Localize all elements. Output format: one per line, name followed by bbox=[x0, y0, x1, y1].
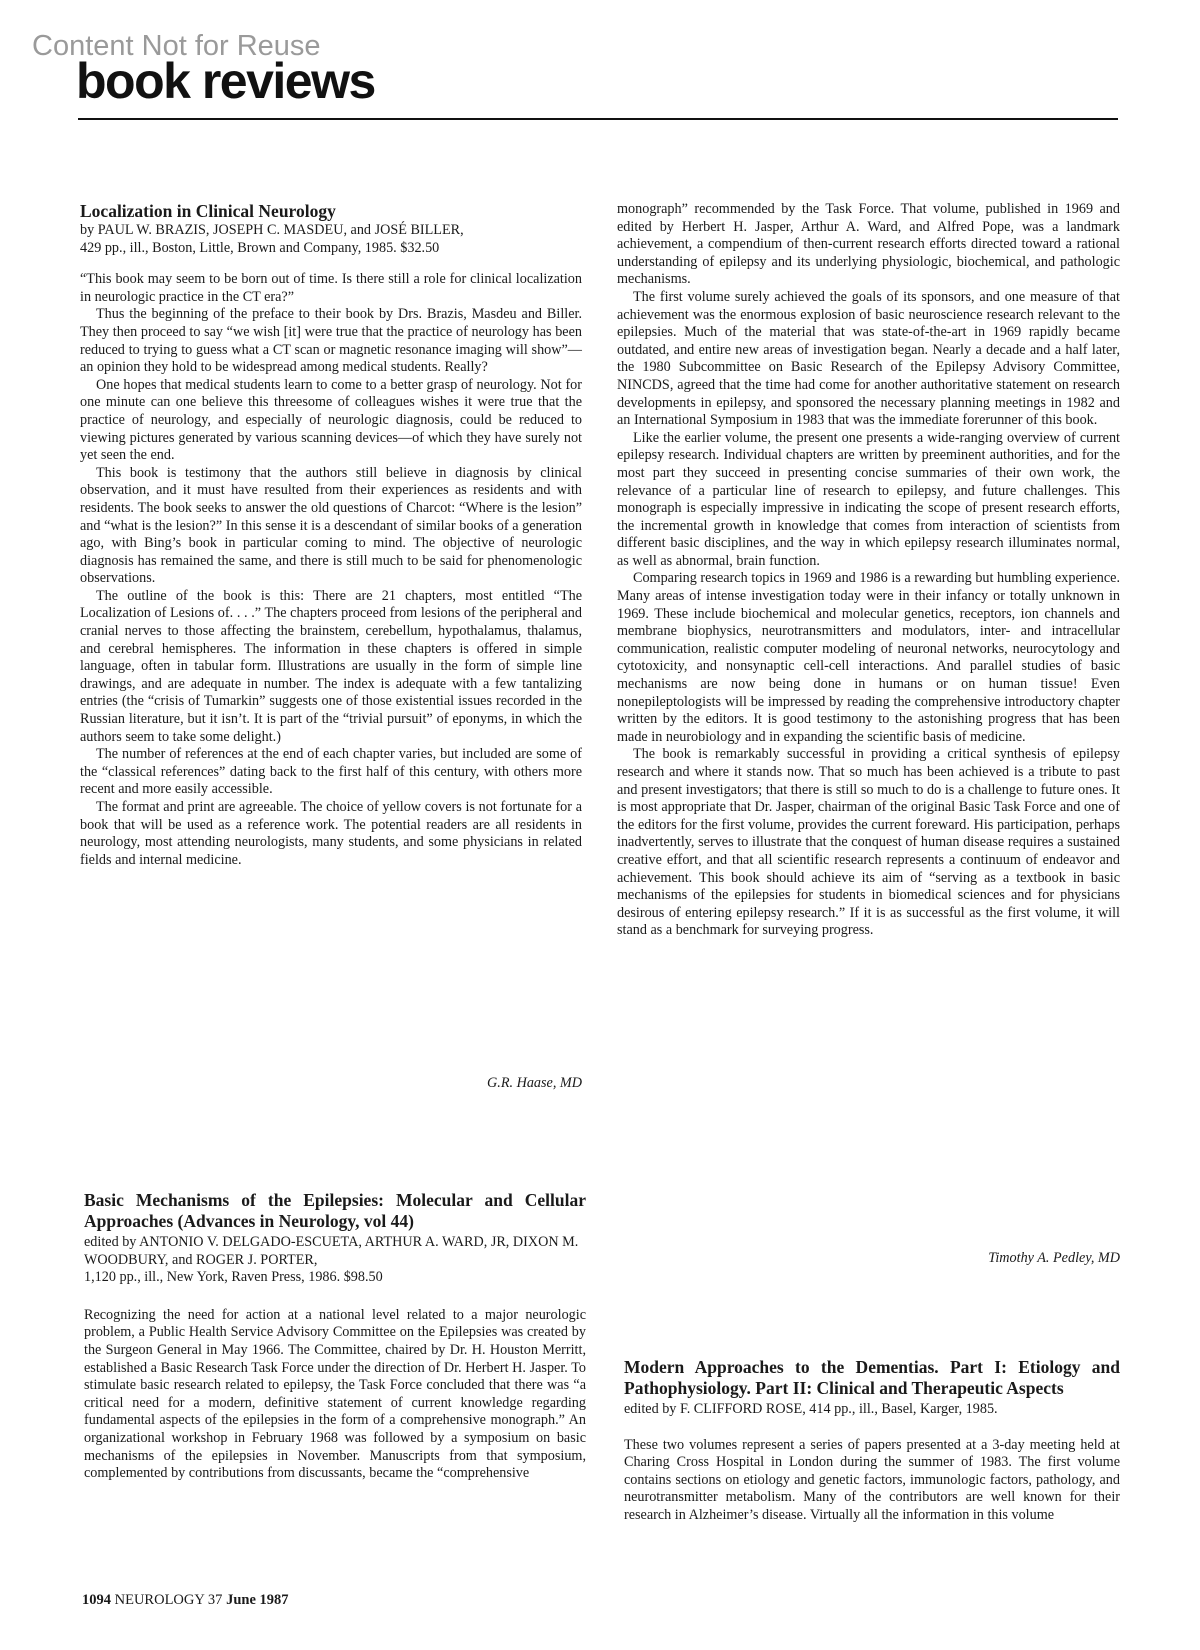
review-paragraph: These two volumes represent a series of papers presented at a 3-day meeting held at Charing Cross Hospital in London during the summer of 1983. The first volume contains sections on etiology and genetic factors, immunologic factors, pathology, and neurotransmitter metabolism. Many of the contributors are well known for their research in Alzheimer’s disease. Virtually all the information in this volume bbox=[624, 1436, 1120, 1523]
review-paragraph: One hopes that medical students learn to come to a better grasp of neurology. Not for one minute can one believe this threesome of colleagues wishes it were true that the practice of neurology, and especially of neurologic diagnosis, could be reduced to viewing pictures generated by various scanning devices—of which they have surely not yet seen the end. bbox=[80, 376, 582, 464]
review-byline: edited by ANTONIO V. DELGADO-ESCUETA, ARTHUR A. WARD, JR, DIXON M. WOODBURY, and ROGER J. PORTER, bbox=[84, 1234, 579, 1268]
review-paragraph: The outline of the book is this: There are 21 chapters, most entitled “The Localization of Lesions of. . . .” The chapters proceed from lesions of the peripheral and cranial nerves to those affecting the brainstem, cerebellum, hypothalamus, thalamus, and cerebral hemispheres. The information in these chapters is offered in simple language, often in tabular form. Illustrations are usually in the form of simple line drawings, and are adequate in number. The index is adequate with a few tantalizing entries (the “crisis of Tumarkin” suggests one of those existential issues recorded in the Russian literature, but it isn’t. It is part of the “trivial pursuit” of eponyms, in which the authors seem to take some delight.) bbox=[80, 587, 582, 745]
review-body bbox=[84, 1307, 586, 1483]
review-publication: 1,120 pp., ill., New York, Raven Press, 1986. $98.50 bbox=[84, 1269, 383, 1286]
section-title: book reviews bbox=[76, 53, 375, 109]
review-paragraph: Thus the beginning of the preface to their book by Drs. Brazis, Masdeu and Biller. They then proceed to say “we wish [it] were true that the practice of neurology has been reduced to trying to guess what a CT scan or magnetic resonance imaging will show”—an opinion they hold to be widespread among medical students. Really? bbox=[80, 306, 582, 376]
review-paragraph: The first volume surely achieved the goals of its sponsors, and one measure of that achievement was the enormous explosion of basic neuroscience research relevant to the epilepsies. Much of the material that was state-of-the-art in 1969 rapidly became outdated, and entire new areas of investigation began. Nearly a decade and a half later, the 1980 Subcommittee on Basic Research of the Epilepsy Advisory Committee, NINCDS, agreed that the time had come for another authoritative statement on research developments in epilepsy, and sponsored the necessary planning meetings in 1982 and an International Symposium in 1983 that was the immediate forerunner of this book. bbox=[617, 288, 1120, 429]
review-title: Modern Approaches to the Dementias. Part I: Etiology and Pathophysiology. Part II: Clinical and Therapeutic Aspects bbox=[624, 1357, 1120, 1398]
review-localization bbox=[80, 201, 582, 869]
review-paragraph: The format and print are agreeable. The choice of yellow covers is not fortunate for a book that will be used as a reference work. The potential readers are all residents in neurology, most attending neurologists, many students, and some physicians in related fields and internal medicine. bbox=[80, 799, 582, 868]
review-paragraph: “This book may seem to be born out of time. Is there still a role for clinical localization in neurologic practice in the CT era?” bbox=[80, 271, 582, 305]
issue-date: June 1987 bbox=[226, 1592, 289, 1608]
review-byline: edited by F. CLIFFORD ROSE, 414 pp., ill., Basel, Karger, 1985. bbox=[624, 1401, 998, 1417]
watermark: Content Not for Reuse bbox=[32, 30, 321, 62]
review-paragraph: The number of references at the end of each chapter varies, but included are some of the “classical references” dating back to the first half of this century, with others more recent and more easily accessible. bbox=[80, 746, 582, 798]
reviewer-signature: G.R. Haase, MD bbox=[487, 1075, 582, 1091]
review-dementias bbox=[624, 1357, 1120, 1525]
header-divider bbox=[78, 118, 1118, 120]
reviewer-signature: Timothy A. Pedley, MD bbox=[988, 1250, 1120, 1266]
review-epilepsies bbox=[84, 1190, 586, 1483]
review-epilepsies-continued bbox=[617, 201, 1120, 940]
journal-name: NEUROLOGY 37 bbox=[114, 1592, 223, 1608]
review-body bbox=[624, 1437, 1120, 1525]
review-paragraph: This book is testimony that the authors still believe in diagnosis by clinical observation, and it must have resulted from their experiences as residents and with residents. The book seeks to answer the old questions of Charcot: “Where is the lesion” and “what is the lesion?” In this sense it is a descendant of similar books of a generation ago, with Bing’s book in particular coming to mind. The objective of neurologic diagnosis has remained the same, and there is still much to be said for phenomenologic observations. bbox=[80, 464, 582, 587]
review-paragraph: Like the earlier volume, the present one presents a wide-ranging overview of current epilepsy research. Individual chapters are written by preeminent authorities, and for the most part they succeed in presenting concise summaries of their own work, the relevance of a particular line of research to epilepsy, and future challenges. This monograph is especially impressive in indicating the scope of present research efforts, the incremental growth in knowledge that comes from interaction of scientists from different basic disciplines, and the way in which epilepsy research illuminates normal, as well as abnormal, brain function. bbox=[617, 429, 1120, 569]
page-footer bbox=[82, 1592, 289, 1609]
review-body bbox=[80, 271, 582, 869]
review-publication: 429 pp., ill., Boston, Little, Brown and Company, 1985. $32.50 bbox=[80, 239, 440, 256]
review-signature-block bbox=[80, 1075, 582, 1093]
page-number: 1094 bbox=[82, 1592, 111, 1608]
review-title: Basic Mechanisms of the Epilepsies: Molecular and Cellular Approaches (Advances in Neurology, vol 44) bbox=[84, 1190, 586, 1231]
review-paragraph: monograph” recommended by the Task Force. That volume, published in 1969 and edited by Herbert H. Jasper, Arthur A. Ward, and Alfred Pope, was a landmark achievement, a compendium of then-current research efforts directed toward a rational understanding of epilepsy and its underlying physiologic, biochemical, and pathologic mechanisms. bbox=[617, 201, 1120, 288]
review-paragraph: The book is remarkably successful in providing a critical synthesis of epilepsy research and where it stands now. That so much has been achieved is a tribute to past and present investigators; that there is still so much to do is a challenge to future ones. It is most appropriate that Dr. Jasper, chairman of the original Basic Task Force and one of the editors for the first volume, provides the current foreward. His participation, perhaps inadvertently, serves to illustrate that the conquest of human disease requires a sustained creative effort, and that all scientific research represents a continuum of endeavor and achievement. This book should achieve its aim of “serving as a textbook in basic mechanisms of the epilepsies for students in biomedical sciences and for physicians desirous of entering epilepsy research.” If it is as successful as the first volume, it will stand as a benchmark for surveying progress. bbox=[617, 746, 1120, 939]
review-signature-block bbox=[617, 1250, 1120, 1268]
review-byline: by PAUL W. BRAZIS, JOSEPH C. MASDEU, and JOSÉ BILLER, bbox=[80, 222, 464, 238]
review-paragraph: Comparing research topics in 1969 and 1986 is a rewarding but humbling experience. Many areas of intense investigation today were in their infancy or totally unknown in 1969. These include biochemical and molecular genetics, receptors, ion channels and membrane biophysics, neurotransmitters and modulators, inter- and intracellular communication, realistic computer modeling of neuronal networks, neurocytology and cytotoxicity, and nonsynaptic cell-cell interactions. And parallel studies of basic mechanisms are now being done in humans or on human tissue! Even nonepileptologists will be impressed by reading the comprehensive introductory chapter written by the editors. It is good testimony to the astonishing progress that has been made in neurobiology and in expanding the scientific basis of medicine. bbox=[617, 570, 1120, 745]
review-title: Localization in Clinical Neurology bbox=[80, 201, 336, 221]
review-paragraph: Recognizing the need for action at a national level related to a major neurologic problem, a Public Health Service Advisory Committee on the Epilepsies was created by the Surgeon General in May 1966. The Committee, chaired by Dr. H. Houston Merritt, established a Basic Research Task Force under the direction of Dr. Herbert H. Jasper. To stimulate basic research related to epilepsy, the Task Force concluded that there was “a critical need for a modern, definitive statement of current knowledge regarding fundamental aspects of the epilepsies in the form of a comprehensive monograph.” An organizational workshop in February 1968 was followed by a symposium on basic mechanisms of the epilepsies in November. Manuscripts from that symposium, complemented by contributions from discussants, became the “comprehensive bbox=[84, 1306, 586, 1482]
